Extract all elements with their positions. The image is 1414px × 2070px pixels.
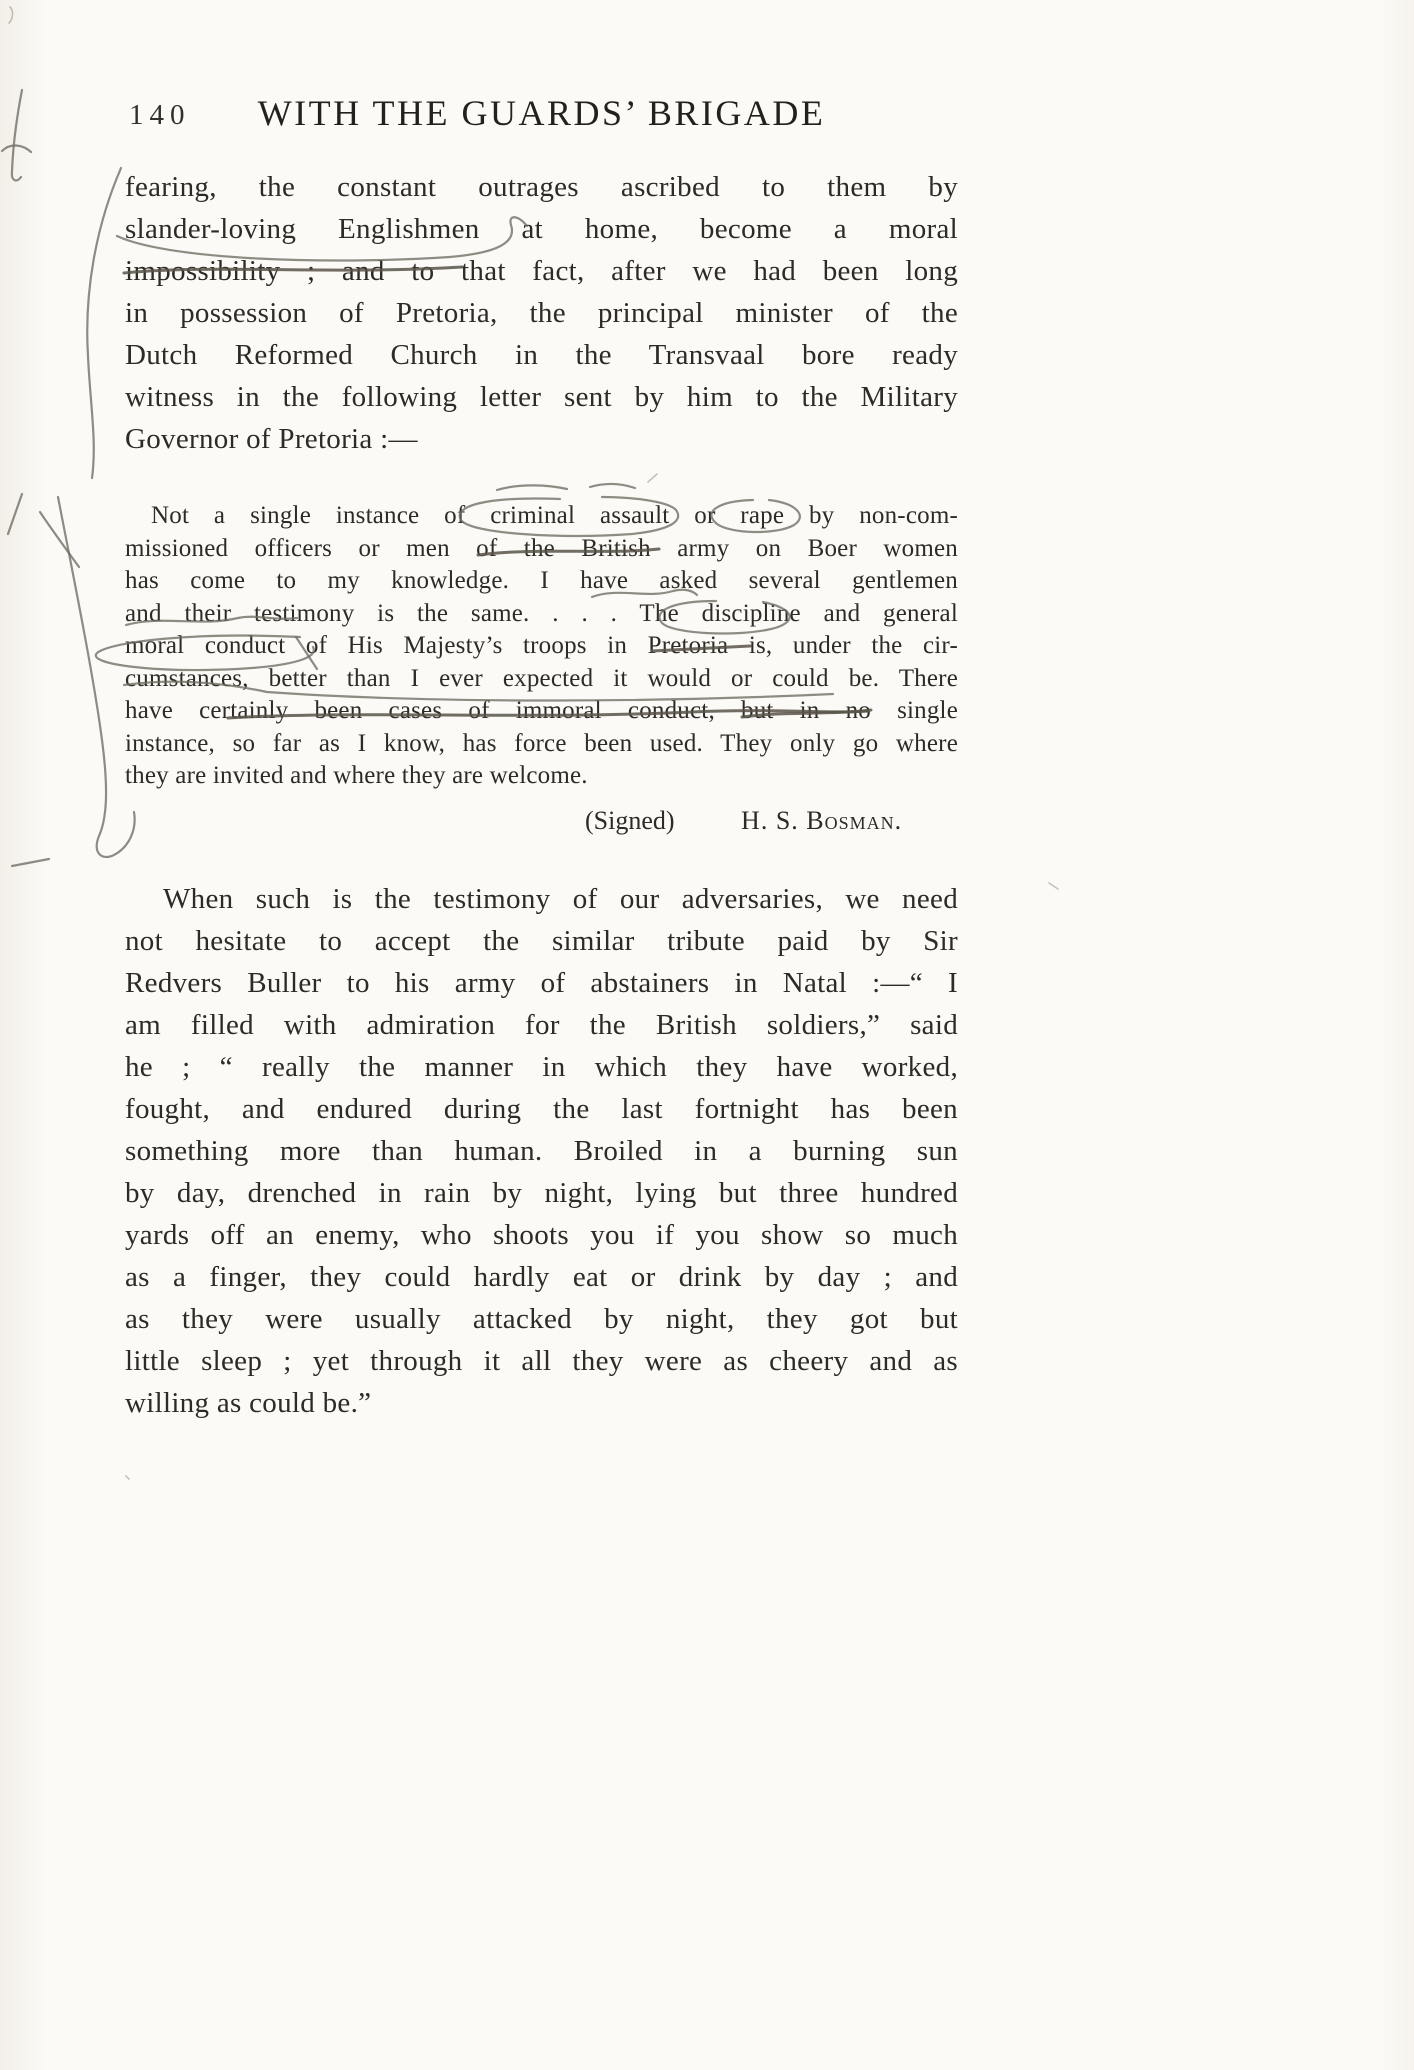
- pencil-margin-slash: [8, 494, 22, 534]
- text-line: When such is the testimony of our adversaries, we need: [163, 883, 958, 915]
- pencil-margin-brace-upper: [87, 168, 121, 478]
- text-line: not hesitate to accept the similar tribute paid by Sir: [125, 925, 958, 957]
- pencil-speck-bottom: [126, 1476, 129, 1479]
- text-line: something more than human. Broiled in a burning sun: [125, 1135, 958, 1167]
- text-line: Governor of Pretoria :—: [125, 423, 418, 455]
- text-line: as a finger, they could hardly eat or drink by day ; and: [125, 1261, 958, 1293]
- text-line: has come to my knowledge. I have asked several gentlemen: [125, 567, 958, 594]
- running-title: WITH THE GUARDS’ BRIGADE: [257, 93, 826, 133]
- text-line: impossibility ; and to that fact, after we had been long: [125, 255, 958, 287]
- pencil-margin-cross: [12, 90, 22, 180]
- paragraph-opening: [125, 166, 958, 460]
- text-line: willing as could be.”: [125, 1387, 372, 1419]
- text-line: as they were usually attacked by night, they got but: [125, 1303, 958, 1335]
- text-line: in possession of Pretoria, the principal minister of the: [125, 297, 958, 329]
- pencil-margin-backslash: [40, 512, 79, 567]
- text-line: he ; “ really the manner in which they have worked,: [125, 1051, 958, 1083]
- text-line: by day, drenched in rain by night, lying but three hundred: [125, 1177, 958, 1209]
- pencil-margin-brace-lower: [58, 497, 135, 857]
- text-line: fought, and endured during the last fortnight has been: [125, 1093, 958, 1125]
- pencil-speck-right: [1049, 883, 1058, 889]
- pencil-margin-dash: [12, 859, 49, 866]
- signed-label: (Signed): [585, 806, 675, 835]
- text-line: witness in the following letter sent by him to the Military: [125, 381, 958, 413]
- paragraph-closing: [125, 878, 958, 1424]
- quoted-letter: [125, 500, 958, 793]
- text-line: slander-loving Englishmen at home, become a moral: [125, 213, 958, 245]
- text-line: they are invited and where they are welcome.: [125, 762, 588, 789]
- pencil-dash-over-assault-1: [497, 485, 567, 490]
- text-line: little sleep ; yet through it all they were as cheery and as: [125, 1345, 958, 1377]
- signature-name: H. S. Bosman.: [741, 806, 903, 835]
- pencil-tick-over-assault: [648, 474, 657, 482]
- page-number: 140: [129, 99, 191, 131]
- text-line: Dutch Reformed Church in the Transvaal bore ready: [125, 339, 958, 371]
- text-line: instance, so far as I know, has force been used. They only go where: [125, 729, 958, 757]
- text-line: fearing, the constant outrages ascribed to them by: [125, 171, 958, 203]
- pencil-dash-over-assault-2: [590, 484, 635, 488]
- text-line: and their testimony is the same. . . . The discipline and general: [125, 599, 958, 627]
- letter-signature-row: [125, 804, 958, 838]
- text-line: yards off an enemy, who shoots you if you show so much: [125, 1219, 958, 1251]
- text-line: cumstances, better than I ever expected it would or could be. There: [125, 664, 958, 692]
- text-line: Redvers Buller to his army of abstainers in Natal :—“ I: [125, 967, 958, 999]
- page-header: [125, 92, 958, 134]
- pencil-margin-cross-bar: [2, 145, 31, 152]
- pencil-corner-tick: [9, 7, 13, 23]
- text-line: Not a single instance of criminal assault or rape by non-com-: [151, 502, 958, 529]
- text-line: have certainly been cases of immoral conduct, but in no single: [125, 697, 958, 724]
- text-line: moral conduct of His Majesty’s troops in Pretoria is, under the cir-: [125, 632, 958, 659]
- text-line: missioned officers or men of the British army on Boer women: [125, 534, 958, 562]
- text-line: am filled with admiration for the British soldiers,” said: [125, 1009, 958, 1041]
